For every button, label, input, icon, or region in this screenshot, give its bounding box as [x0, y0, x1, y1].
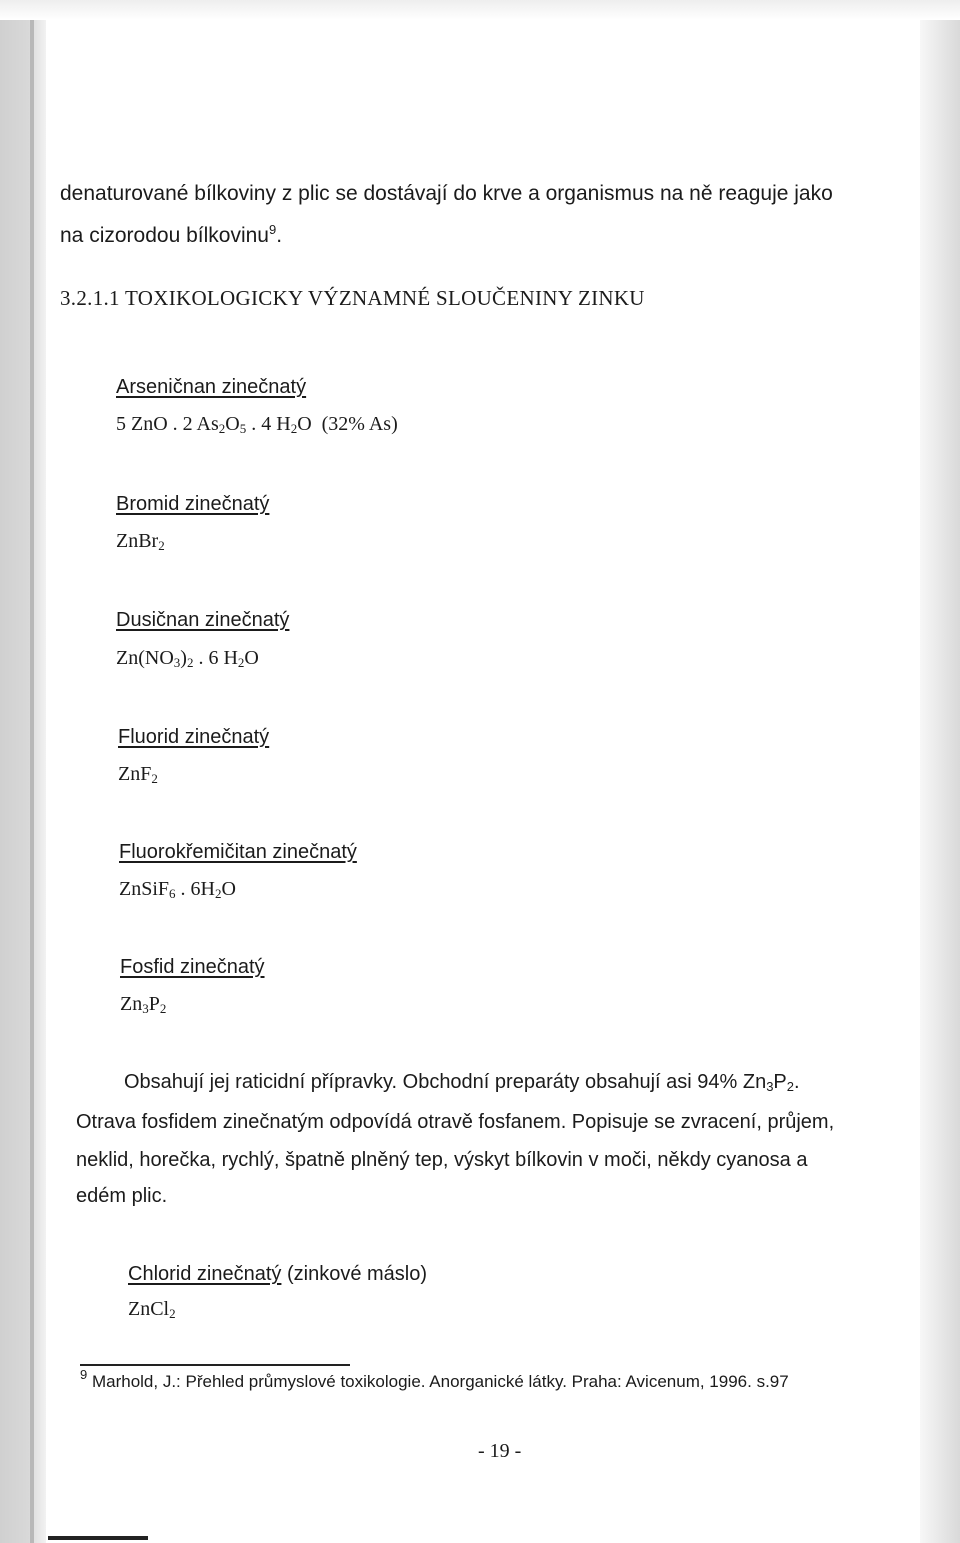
- compound-formula-phosphide: $Zn_3P_2$: [120, 993, 167, 1016]
- scan-left-line: [30, 0, 34, 1543]
- paragraph-line-1: Obsahují jej raticidní přípravky. Obchodní preparáty obsahují asi 94% $Zn_3P_2$.: [124, 1071, 800, 1094]
- chloride-heading: [128, 1262, 427, 1286]
- compound-formula-chloride: ZnCl$_2$: [128, 1298, 176, 1321]
- compound-formula-nitrate: $Zn(NO_3)_2$ . 6 $H_2O$: [116, 647, 259, 670]
- compound-name-fluorosilicate: Fluorokřemičitan zinečnatý: [119, 841, 357, 863]
- page-number: - 19 -: [478, 1440, 522, 1462]
- section-heading: 3.2.1.1 TOXIKOLOGICKY VÝZNAMNÉ SLOUČENINY ZINKU: [60, 286, 645, 310]
- compound-formula-bromide: ZnBr$_2$: [116, 530, 165, 553]
- compound-name-arsenate: Arseničnan zinečnatý: [116, 376, 307, 398]
- scan-bottom-mark: [48, 1536, 148, 1540]
- scan-right-shadow: [920, 0, 960, 1543]
- scan-top-shadow: [0, 0, 960, 20]
- compound-name-fluoride: Fluorid zinečnatý: [118, 726, 270, 748]
- compound-name-nitrate: Dusičnan zinečnatý: [116, 609, 290, 631]
- intro-line-1: [60, 182, 833, 206]
- intro-line-2-end: .: [276, 224, 283, 247]
- compound-name-chloride: Chlorid zinečnatý: [128, 1263, 282, 1285]
- compound-formula-arsenate: 5 ZnO . 2 $As_2O_5$ . 4 $H_2O$ (32% As): [116, 413, 398, 436]
- footnote-marker: 9: [80, 1367, 88, 1382]
- compound-name-bromide: Bromid zinečnatý: [116, 493, 270, 515]
- intro-line-2-text: na cizorodou bílkovinu: [60, 224, 269, 247]
- paragraph-line-4: edém plic.: [76, 1185, 168, 1207]
- footnote: [80, 1367, 789, 1392]
- intro-line-1-text: denaturované bílkoviny z plic se dostávají do krve a organismus na ně reaguje jako: [60, 182, 833, 205]
- footnote-ref: 9: [268, 222, 277, 237]
- paragraph-line-2: Otrava fosfidem zinečnatým odpovídá otravě fosfanem. Popisuje se zvracení, průjem,: [76, 1111, 835, 1133]
- chloride-suffix: (zinkové máslo): [281, 1263, 428, 1285]
- scan-left-shadow: [0, 0, 46, 1543]
- compound-formula-fluoride: ZnF$_2$: [118, 763, 158, 786]
- paragraph-line-3: neklid, horečka, rychlý, špatně plněný tep, výskyt bílkovin v moči, někdy cyanosa a: [76, 1149, 808, 1171]
- intro-line-2: [60, 224, 282, 248]
- compound-name-phosphide: Fosfid zinečnatý: [120, 956, 265, 978]
- footnote-rule: [80, 1364, 350, 1366]
- footnote-text: Marhold, J.: Přehled průmyslové toxikologie. Anorganické látky. Praha: Avicenum, 1996. s.97: [87, 1372, 789, 1391]
- compound-formula-fluorosilicate: ZnSiF$_6$ . $6H_2O$: [119, 878, 236, 901]
